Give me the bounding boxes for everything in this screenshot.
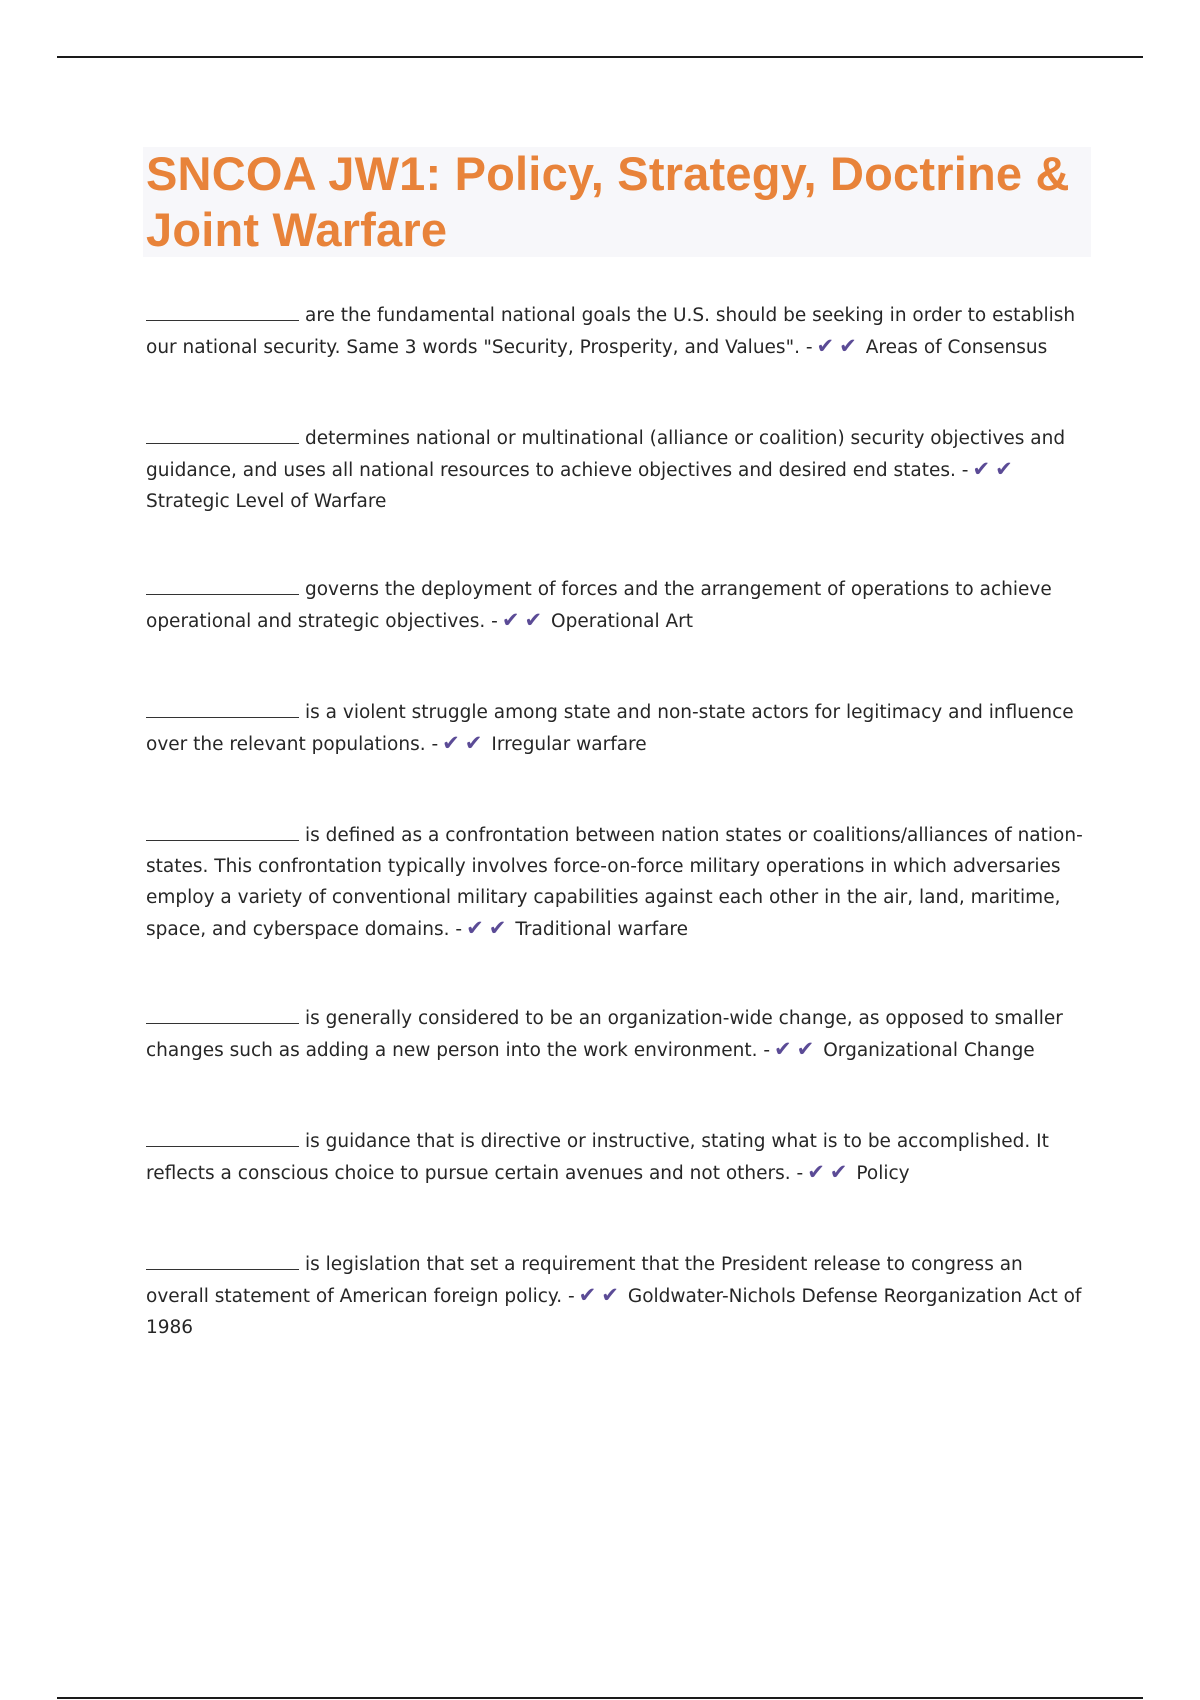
check-icon: ✔ [442, 731, 460, 755]
flashcard-item [146, 697, 1091, 760]
answer-blank [146, 576, 299, 595]
question-text: determines national or multinational (alliance or coalition) security objectives and guidance, and uses all national resources to achieve objectives and desired end states. - [146, 428, 1066, 481]
question-text: is legislation that set a requirement that the President release to congress an overall statement of American foreign policy. - [146, 1254, 1023, 1307]
check-icon: ✔ [995, 457, 1013, 481]
flashcard-item [146, 574, 1091, 637]
check-icon: ✔ [578, 1283, 597, 1307]
check-icon: ✔ [464, 731, 483, 755]
check-icon: ✔ [501, 608, 520, 632]
answer-blank [146, 699, 299, 718]
flashcard-item [146, 423, 1091, 517]
header-rule [57, 56, 1143, 58]
check-icon: ✔ [839, 334, 857, 358]
answer-text: Goldwater-Nichols Defense Reorganization Act of 1986 [146, 1286, 1082, 1338]
footer-rule [57, 1697, 1143, 1699]
answer-blank [146, 425, 299, 444]
question-text: governs the deployment of forces and the arrangement of operations to achieve operational and strategic objectives. - [146, 579, 1052, 632]
check-icon: ✔ [488, 916, 507, 940]
check-icon: ✔ [829, 1160, 848, 1184]
answer-text: Strategic Level of Warfare [146, 491, 387, 512]
answer-blank [146, 1005, 299, 1024]
check-icon: ✔ [816, 334, 835, 358]
answer-blank [146, 822, 299, 841]
question-text: is guidance that is directive or instructive, stating what is to be accomplished. It reflects a conscious choice to pursue certain avenues and not others. - [146, 1131, 1049, 1184]
flashcard-item [146, 1126, 1091, 1189]
check-marks [817, 331, 862, 363]
check-marks [807, 1157, 852, 1189]
check-marks [774, 1034, 819, 1066]
flashcard-item [146, 1249, 1091, 1343]
check-icon: ✔ [524, 608, 543, 632]
question-text: are the fundamental national goals the U.S. should be seeking in order to establish our national security. Same 3 words "Security, Prosperity, and Values". - [146, 305, 1076, 358]
answer-blank [146, 302, 299, 321]
answer-text: Organizational Change [823, 1040, 1035, 1061]
check-icon: ✔ [807, 1160, 825, 1184]
document-title: SNCOA JW1: Policy, Strategy, Doctrine & Joint Warfare [146, 147, 1070, 256]
check-marks [972, 454, 1017, 486]
question-text: is generally considered to be an organization-wide change, as opposed to smaller changes such as adding a new person into the work environment. - [146, 1008, 1063, 1061]
flashcard-item [146, 1003, 1091, 1066]
check-icon: ✔ [774, 1037, 792, 1061]
flashcard-item [146, 820, 1091, 945]
check-marks [442, 728, 487, 760]
answer-blank [146, 1128, 299, 1147]
answer-text: Operational Art [551, 611, 693, 632]
question-text: is a violent struggle among state and non-state actors for legitimacy and influence over the relevant populations. - [146, 702, 1074, 755]
check-marks [579, 1280, 624, 1312]
check-icon: ✔ [972, 457, 991, 481]
answer-text: Policy [856, 1163, 910, 1184]
check-icon: ✔ [796, 1037, 815, 1061]
answer-text: Traditional warfare [515, 919, 689, 940]
check-icon: ✔ [601, 1283, 619, 1307]
check-marks [502, 605, 547, 637]
answer-blank [146, 1251, 299, 1270]
question-text: is defined as a confrontation between nation states or coalitions/alliances of nation-states. This confrontation typically involves force-on-force military operations in which adversaries employ a variety of conventional military capabilities against each other in the air, land, maritime, space, and cyberspace domains. - [146, 825, 1083, 940]
answer-text: Irregular warfare [491, 734, 647, 755]
answer-text: Areas of Consensus [865, 337, 1048, 358]
check-icon: ✔ [466, 916, 484, 940]
check-marks [466, 913, 511, 945]
flashcard-item [146, 300, 1091, 363]
